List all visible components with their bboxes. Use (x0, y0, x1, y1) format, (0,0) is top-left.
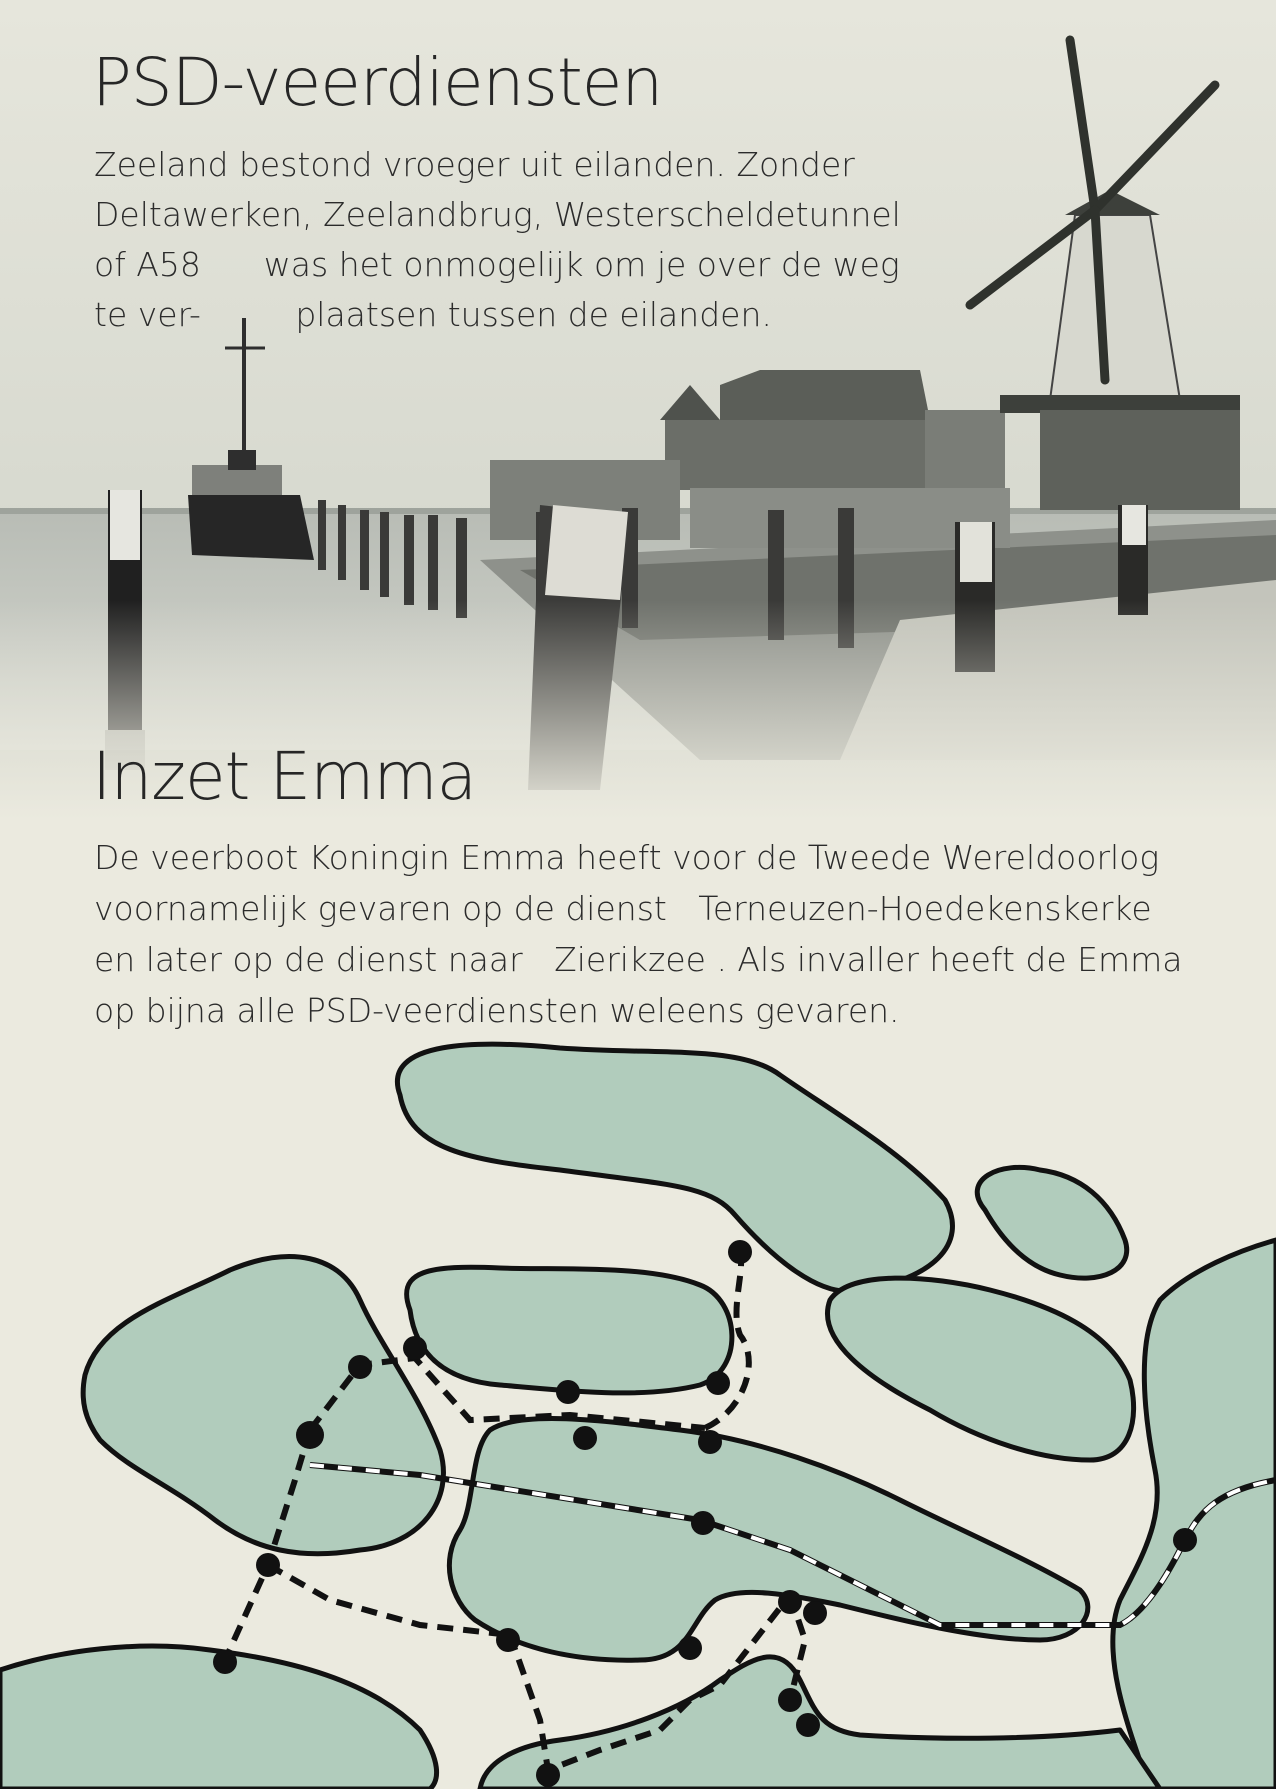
ferry-stop (691, 1511, 715, 1535)
island-far-east (1113, 1240, 1276, 1789)
ferry-stop (573, 1426, 597, 1450)
ferry-stop (403, 1336, 427, 1360)
intro-paragraph (94, 140, 901, 340)
paragraph-line: te ver- plaatsen tussen de eilanden. (94, 295, 772, 334)
ferry-stop (213, 1650, 237, 1674)
ferry-stop (778, 1688, 802, 1712)
ferry-stop (296, 1421, 324, 1449)
paragraph-line: en later op de dienst naar Zierikzee . Als invaller heeft de Emma (94, 940, 1183, 979)
ferry-stop (348, 1355, 372, 1379)
paragraph-line: voornamelijk gevaren op de dienst Terneuzen-Hoedekenskerke (94, 889, 1152, 928)
paragraph-line: De veerboot Koningin Emma heeft voor de Tweede Wereldoorlog (94, 838, 1160, 877)
harbour-photo (0, 0, 1276, 820)
ferry-stop (803, 1601, 827, 1625)
paragraph-line: Deltawerken, Zeelandbrug, Westerscheldetunnel (94, 195, 901, 234)
island-small-east (977, 1167, 1126, 1278)
ferry-stop (496, 1628, 520, 1652)
ferry-stop (556, 1380, 580, 1404)
ferry-stop (706, 1371, 730, 1395)
ferry-stop (698, 1430, 722, 1454)
ferry-stop (778, 1590, 802, 1614)
ferry-stop (796, 1713, 820, 1737)
emma-paragraph (94, 832, 1182, 1036)
paragraph-line: Zeeland bestond vroeger uit eilanden. Zonder (94, 145, 855, 184)
paragraph-line: op bijna alle PSD-veerdiensten weleens gevaren. (94, 991, 900, 1030)
section-title-psd: PSD-veerdiensten (92, 44, 663, 121)
island-north (397, 1044, 952, 1291)
ferry-stop (536, 1763, 560, 1787)
island-east-oval (828, 1278, 1134, 1460)
paragraph-line: of A58 was het onmogelijk om je over de weg (94, 245, 900, 284)
ferry-stop (256, 1553, 280, 1577)
section-title-emma: Inzet Emma (92, 738, 477, 815)
ferry-route-map (0, 1020, 1276, 1789)
island-south (480, 1657, 1160, 1789)
island-west (83, 1257, 443, 1554)
island-middle-upper (407, 1267, 732, 1393)
ferry-stop (1173, 1528, 1197, 1552)
ferry-stop (678, 1636, 702, 1660)
ferry-stop (728, 1240, 752, 1264)
